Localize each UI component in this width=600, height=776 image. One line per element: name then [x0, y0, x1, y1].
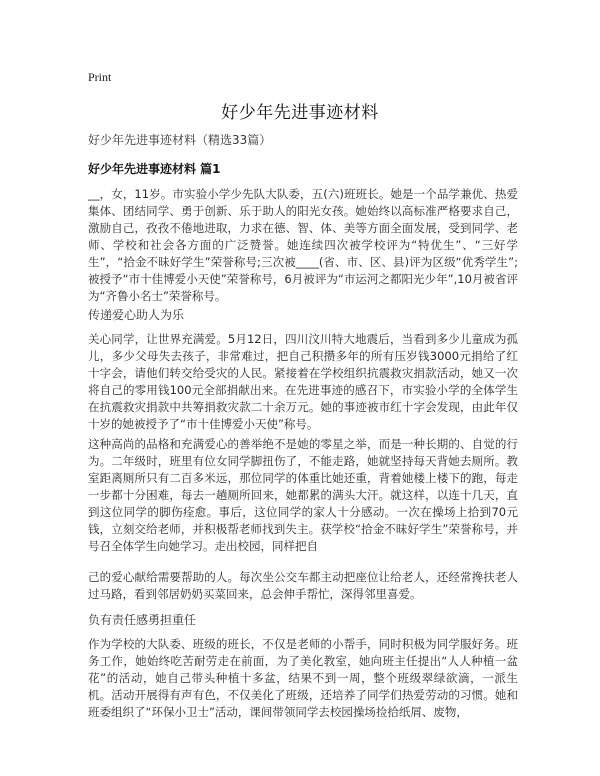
- page-title: 好少年先进事迹材料: [221, 103, 379, 123]
- section-heading-love: 传递爱心助人为乐: [88, 308, 185, 322]
- article-heading: 好少年先进事迹材料 篇1: [88, 162, 221, 176]
- paragraph-intro: __，女，11岁。市实验小学少先队大队委，五(六)班班长。她是一个品学兼优、热爱集体、团结同学、勇于创新、乐于助人的阳光女孩。她始终以高标准严格要求自己，激励自己，孜孜不倦地进取，力求在德、智、体、美等方面全面发展，受到同学、老师、学校和社会各方面的广泛赞誉。她连续四次被学校评为“特优生”、“三好学生”，“拾金不昧好学生”荣誉称号;三次被____(省、市、区、县)评为区级“优秀学生”;被授予“市十佳博爱小天使”荣誉称号，6月被评为“市运河之都阳光少年”,10月被省评为“齐鲁小名士”荣誉称号。: [88, 187, 518, 303]
- paragraph-earthquake-donation: 关心同学，让世界充满爱。5月12日，四川汶川特大地震后，当看到多少儿童成为孤儿，多少父母失去孩子，非常难过，把自己积攒多年的所有压岁钱3000元捐给了红十字会，请他们转交给受灾的人民。紧接着在学校组织抗震救灾捐款活动，她又一次将自己的零用钱100元全部捐献出来。在先进事迹的感召下，市实验小学的全体学生在抗震救灾捐款中共筹捐救灾款二十余万元。她的事迹被市红十字会发现，由此年仅十岁的她被授予了“市十佳博爱小天使”称号。: [88, 332, 518, 431]
- print-label[interactable]: Print: [88, 70, 112, 84]
- paragraph-helping-classmate: 这种高尚的品格和充满爱心的善举绝不是她的零星之举，而是一种长期的、自觉的行为。二年级时，班里有位女同学脚扭伤了，不能走路，她就坚持每天背她去厕所。教室距离厕所只有二百多米远，那位同学的体重比她还重，背着她楼上楼下的跑，每走一步都十分困难，每去一趟厕所回来，她都累的满头大汗。就这样，以连十几天，直到这位同学的脚伤痊愈。事后，这位同学的家人十分感动。一次在操场上拾到70元钱，立刻交给老师，并积极帮老师找到失主。获学校“拾金不昧好学生”荣誉称号，并号召全体学生向她学习。走出校园，同样把自: [88, 437, 518, 553]
- document-subtitle: 好少年先进事迹材料（精选33篇）: [88, 133, 272, 147]
- paragraph-helping-elders: 己的爱心献给需要帮助的人。每次坐公交车都主动把座位让给老人，还经常搀扶老人过马路，看到邻居奶奶买菜回来，总会伸手帮忙，深得邻里喜爱。: [88, 570, 518, 601]
- paragraph-class-duties: 作为学校的大队委、班级的班长，不仅是老师的小帮手，同时积极为同学服好务。班务工作，她始终吃苦耐劳走在前面，为了美化教室，她向班主任提出“人人种植一盆花”的活动，她自己带头种植十多盆，结果不到一周，整个班级翠绿欲滴，一派生机。活动开展得有声有色，不仅美化了班级，还培养了同学们热爱劳动的习惯。她和班委组织了“环保小卫士”活动，课间带领同学去校园操场捡拾纸屑、废物，: [88, 637, 518, 719]
- section-heading-responsibility: 负有责任感勇担重任: [88, 613, 197, 627]
